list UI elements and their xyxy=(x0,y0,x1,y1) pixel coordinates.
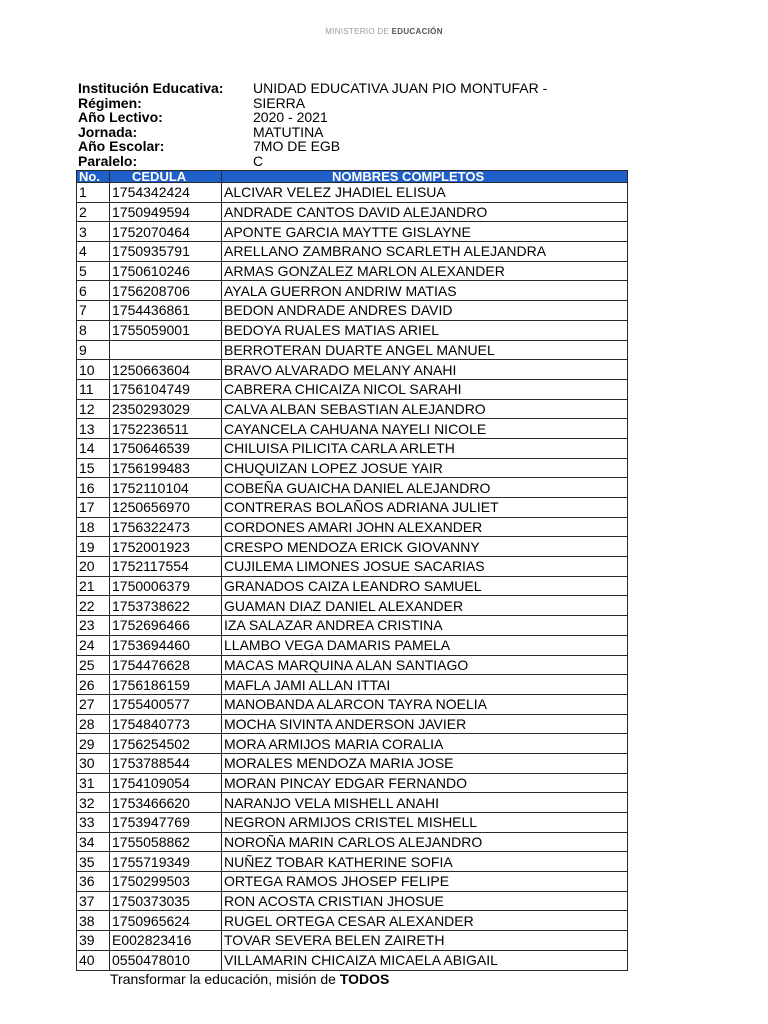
cell-nombre: IZA SALAZAR ANDREA CRISTINA xyxy=(222,616,628,636)
table-row xyxy=(77,753,628,773)
cell-cedula: 1754342424 xyxy=(110,183,222,203)
cell-no: 19 xyxy=(77,537,110,557)
cell-cedula: E002823416 xyxy=(110,931,222,951)
cell-cedula: 1756186159 xyxy=(110,675,222,695)
cell-cedula: 1750373035 xyxy=(110,891,222,911)
table-row xyxy=(77,576,628,596)
cell-nombre: ARELLANO ZAMBRANO SCARLETH ALEJANDRA xyxy=(222,242,628,262)
cell-no: 39 xyxy=(77,931,110,951)
cell-cedula: 1750006379 xyxy=(110,576,222,596)
cell-nombre: MORALES MENDOZA MARIA JOSE xyxy=(222,753,628,773)
cell-nombre: AYALA GUERRON ANDRIW MATIAS xyxy=(222,281,628,301)
table-row xyxy=(77,694,628,714)
cell-nombre: ARMAS GONZALEZ MARLON ALEXANDER xyxy=(222,261,628,281)
cell-no: 6 xyxy=(77,281,110,301)
table-row xyxy=(77,872,628,892)
cell-nombre: CAYANCELA CAHUANA NAYELI NICOLE xyxy=(222,419,628,439)
cell-no: 7 xyxy=(77,301,110,321)
table-row xyxy=(77,557,628,577)
cell-nombre: VILLAMARIN CHICAIZA MICAELA ABIGAIL xyxy=(222,950,628,970)
info-row-jornada xyxy=(78,125,547,140)
cell-cedula: 1752696466 xyxy=(110,616,222,636)
column-header-cedula: CEDULA xyxy=(110,171,222,183)
cell-no: 37 xyxy=(77,891,110,911)
column-header-no: No. xyxy=(77,171,110,183)
table-row xyxy=(77,498,628,518)
info-row-ano-lectivo xyxy=(78,110,547,125)
table-row xyxy=(77,950,628,970)
info-value: 2020 - 2021 xyxy=(253,109,328,126)
cell-no: 33 xyxy=(77,813,110,833)
cell-cedula: 1756208706 xyxy=(110,281,222,301)
cell-cedula: 1753694460 xyxy=(110,635,222,655)
cell-no: 2 xyxy=(77,202,110,222)
cell-no: 22 xyxy=(77,596,110,616)
info-label: Institución Educativa: xyxy=(78,80,224,96)
student-table xyxy=(76,170,628,971)
cell-no: 5 xyxy=(77,261,110,281)
cell-nombre: RON ACOSTA CRISTIAN JHOSUE xyxy=(222,891,628,911)
table-row xyxy=(77,931,628,951)
cell-cedula: 1750646539 xyxy=(110,438,222,458)
table-row xyxy=(77,478,628,498)
table-row xyxy=(77,793,628,813)
table-row xyxy=(77,537,628,557)
cell-cedula: 1753466620 xyxy=(110,793,222,813)
cell-nombre: RUGEL ORTEGA CESAR ALEXANDER xyxy=(222,911,628,931)
table-row xyxy=(77,419,628,439)
cell-cedula: 1754436861 xyxy=(110,301,222,321)
cell-no: 9 xyxy=(77,340,110,360)
table-row xyxy=(77,714,628,734)
cell-nombre: NEGRON ARMIJOS CRISTEL MISHELL xyxy=(222,813,628,833)
table-body xyxy=(77,183,628,971)
table-row xyxy=(77,635,628,655)
cell-no: 23 xyxy=(77,616,110,636)
table-row xyxy=(77,773,628,793)
cell-no: 25 xyxy=(77,655,110,675)
cell-no: 14 xyxy=(77,438,110,458)
cell-cedula: 1250663604 xyxy=(110,360,222,380)
cell-nombre: ORTEGA RAMOS JHOSEP FELIPE xyxy=(222,872,628,892)
cell-cedula: 1754476628 xyxy=(110,655,222,675)
info-label: Régimen: xyxy=(78,94,142,111)
cell-no: 4 xyxy=(77,242,110,262)
cell-no: 38 xyxy=(77,911,110,931)
footer-slogan xyxy=(110,971,389,987)
cell-no: 28 xyxy=(77,714,110,734)
school-info xyxy=(78,81,547,169)
cell-nombre: CALVA ALBAN SEBASTIAN ALEJANDRO xyxy=(222,399,628,419)
cell-nombre: APONTE GARCIA MAYTTE GISLAYNE xyxy=(222,222,628,242)
cell-nombre: MORA ARMIJOS MARIA CORALIA xyxy=(222,734,628,754)
cell-no: 16 xyxy=(77,478,110,498)
cell-cedula: 1752001923 xyxy=(110,537,222,557)
table-row xyxy=(77,813,628,833)
cell-nombre: BERROTERAN DUARTE ANGEL MANUEL xyxy=(222,340,628,360)
cell-no: 36 xyxy=(77,872,110,892)
cell-nombre: BRAVO ALVARADO MELANY ANAHI xyxy=(222,360,628,380)
info-value: C xyxy=(253,152,264,169)
cell-nombre: ANDRADE CANTOS DAVID ALEJANDRO xyxy=(222,202,628,222)
info-label: Año Lectivo: xyxy=(78,109,163,126)
cell-cedula: 1250656970 xyxy=(110,498,222,518)
cell-no: 15 xyxy=(77,458,110,478)
cell-no: 40 xyxy=(77,950,110,970)
cell-cedula: 0550478010 xyxy=(110,950,222,970)
cell-no: 27 xyxy=(77,694,110,714)
table-row xyxy=(77,596,628,616)
cell-no: 21 xyxy=(77,576,110,596)
cell-no: 3 xyxy=(77,222,110,242)
info-row-regimen xyxy=(78,96,547,111)
cell-nombre: CORDONES AMARI JOHN ALEXANDER xyxy=(222,517,628,537)
cell-no: 17 xyxy=(77,498,110,518)
cell-nombre: LLAMBO VEGA DAMARIS PAMELA xyxy=(222,635,628,655)
cell-cedula: 1750965624 xyxy=(110,911,222,931)
cell-nombre: MANOBANDA ALARCON TAYRA NOELIA xyxy=(222,694,628,714)
cell-nombre: ALCIVAR VELEZ JHADIEL ELISUA xyxy=(222,183,628,203)
cell-cedula: 1750935791 xyxy=(110,242,222,262)
info-label: Jornada: xyxy=(78,123,138,140)
cell-cedula: 1750299503 xyxy=(110,872,222,892)
cell-nombre: NOROÑA MARIN CARLOS ALEJANDRO xyxy=(222,832,628,852)
cell-cedula: 1750949594 xyxy=(110,202,222,222)
table-row xyxy=(77,360,628,380)
table-row xyxy=(77,183,628,203)
cell-cedula: 1752117554 xyxy=(110,557,222,577)
cell-cedula: 1753788544 xyxy=(110,753,222,773)
table-row xyxy=(77,734,628,754)
footer-emphasis: TODOS xyxy=(339,971,390,987)
cell-nombre: COBEÑA GUAICHA DANIEL ALEJANDRO xyxy=(222,478,628,498)
cell-no: 35 xyxy=(77,852,110,872)
cell-no: 1 xyxy=(77,183,110,203)
footer-text: Transformar la educación, misión de xyxy=(110,971,336,987)
cell-nombre: NARANJO VELA MISHELL ANAHI xyxy=(222,793,628,813)
cell-nombre: TOVAR SEVERA BELEN ZAIRETH xyxy=(222,931,628,951)
info-value: MATUTINA xyxy=(253,123,324,140)
cell-nombre: CONTRERAS BOLAÑOS ADRIANA JULIET xyxy=(222,498,628,518)
cell-no: 8 xyxy=(77,320,110,340)
table-row xyxy=(77,458,628,478)
table-row xyxy=(77,911,628,931)
table-row xyxy=(77,261,628,281)
info-value: 7MO DE EGB xyxy=(253,138,341,155)
table-row xyxy=(77,222,628,242)
cell-nombre: CUJILEMA LIMONES JOSUE SACARIAS xyxy=(222,557,628,577)
table-row xyxy=(77,242,628,262)
table-row xyxy=(77,438,628,458)
table-row xyxy=(77,891,628,911)
cell-nombre: CABRERA CHICAIZA NICOL SARAHI xyxy=(222,379,628,399)
table-row xyxy=(77,675,628,695)
cell-cedula: 1752236511 xyxy=(110,419,222,439)
cell-cedula: 1755400577 xyxy=(110,694,222,714)
cell-nombre: MAFLA JAMI ALLAN ITTAI xyxy=(222,675,628,695)
cell-nombre: MACAS MARQUINA ALAN SANTIAGO xyxy=(222,655,628,675)
cell-no: 26 xyxy=(77,675,110,695)
ministry-name: EDUCACIÓN xyxy=(391,27,443,36)
cell-cedula: 1752110104 xyxy=(110,478,222,498)
cell-cedula: 2350293029 xyxy=(110,399,222,419)
table-row xyxy=(77,399,628,419)
table-row xyxy=(77,281,628,301)
table-row xyxy=(77,320,628,340)
cell-cedula: 1754840773 xyxy=(110,714,222,734)
cell-no: 34 xyxy=(77,832,110,852)
cell-nombre: GUAMAN DIAZ DANIEL ALEXANDER xyxy=(222,596,628,616)
info-value: SIERRA xyxy=(253,94,306,111)
info-row-paralelo xyxy=(78,154,547,169)
cell-cedula: 1755058862 xyxy=(110,832,222,852)
cell-cedula: 1755719349 xyxy=(110,852,222,872)
cell-no: 29 xyxy=(77,734,110,754)
cell-cedula: 1756199483 xyxy=(110,458,222,478)
table-row xyxy=(77,379,628,399)
info-label: Año Escolar: xyxy=(78,138,165,155)
cell-cedula: 1753947769 xyxy=(110,813,222,833)
cell-no: 10 xyxy=(77,360,110,380)
cell-nombre: NUÑEZ TOBAR KATHERINE SOFIA xyxy=(222,852,628,872)
cell-no: 11 xyxy=(77,379,110,399)
info-row-ano-escolar xyxy=(78,139,547,154)
cell-no: 13 xyxy=(77,419,110,439)
cell-cedula: 1754109054 xyxy=(110,773,222,793)
cell-cedula: 1750610246 xyxy=(110,261,222,281)
cell-no: 20 xyxy=(77,557,110,577)
ministry-prefix: MINISTERIO DE xyxy=(325,27,390,36)
table-header-row xyxy=(77,171,628,183)
info-row-institucion xyxy=(78,81,547,96)
ministry-header xyxy=(0,27,768,36)
table-row xyxy=(77,832,628,852)
table-row xyxy=(77,616,628,636)
cell-no: 12 xyxy=(77,399,110,419)
cell-nombre: CRESPO MENDOZA ERICK GIOVANNY xyxy=(222,537,628,557)
cell-nombre: CHUQUIZAN LOPEZ JOSUE YAIR xyxy=(222,458,628,478)
cell-nombre: MORAN PINCAY EDGAR FERNANDO xyxy=(222,773,628,793)
table-row xyxy=(77,301,628,321)
cell-cedula: 1755059001 xyxy=(110,320,222,340)
table-row xyxy=(77,202,628,222)
cell-no: 32 xyxy=(77,793,110,813)
info-label: Paralelo: xyxy=(78,152,138,169)
cell-cedula xyxy=(110,340,222,360)
cell-no: 18 xyxy=(77,517,110,537)
cell-no: 30 xyxy=(77,753,110,773)
cell-cedula: 1752070464 xyxy=(110,222,222,242)
cell-nombre: BEDON ANDRADE ANDRES DAVID xyxy=(222,301,628,321)
cell-nombre: CHILUISA PILICITA CARLA ARLETH xyxy=(222,438,628,458)
cell-cedula: 1753738622 xyxy=(110,596,222,616)
cell-no: 24 xyxy=(77,635,110,655)
cell-cedula: 1756322473 xyxy=(110,517,222,537)
table-row xyxy=(77,340,628,360)
cell-nombre: BEDOYA RUALES MATIAS ARIEL xyxy=(222,320,628,340)
cell-cedula: 1756104749 xyxy=(110,379,222,399)
cell-cedula: 1756254502 xyxy=(110,734,222,754)
cell-nombre: GRANADOS CAIZA LEANDRO SAMUEL xyxy=(222,576,628,596)
cell-no: 31 xyxy=(77,773,110,793)
column-header-nombres: NOMBRES COMPLETOS xyxy=(222,171,628,183)
cell-nombre: MOCHA SIVINTA ANDERSON JAVIER xyxy=(222,714,628,734)
table-row xyxy=(77,852,628,872)
info-value: UNIDAD EDUCATIVA JUAN PIO MONTUFAR - xyxy=(253,80,548,96)
table-row xyxy=(77,517,628,537)
table-row xyxy=(77,655,628,675)
